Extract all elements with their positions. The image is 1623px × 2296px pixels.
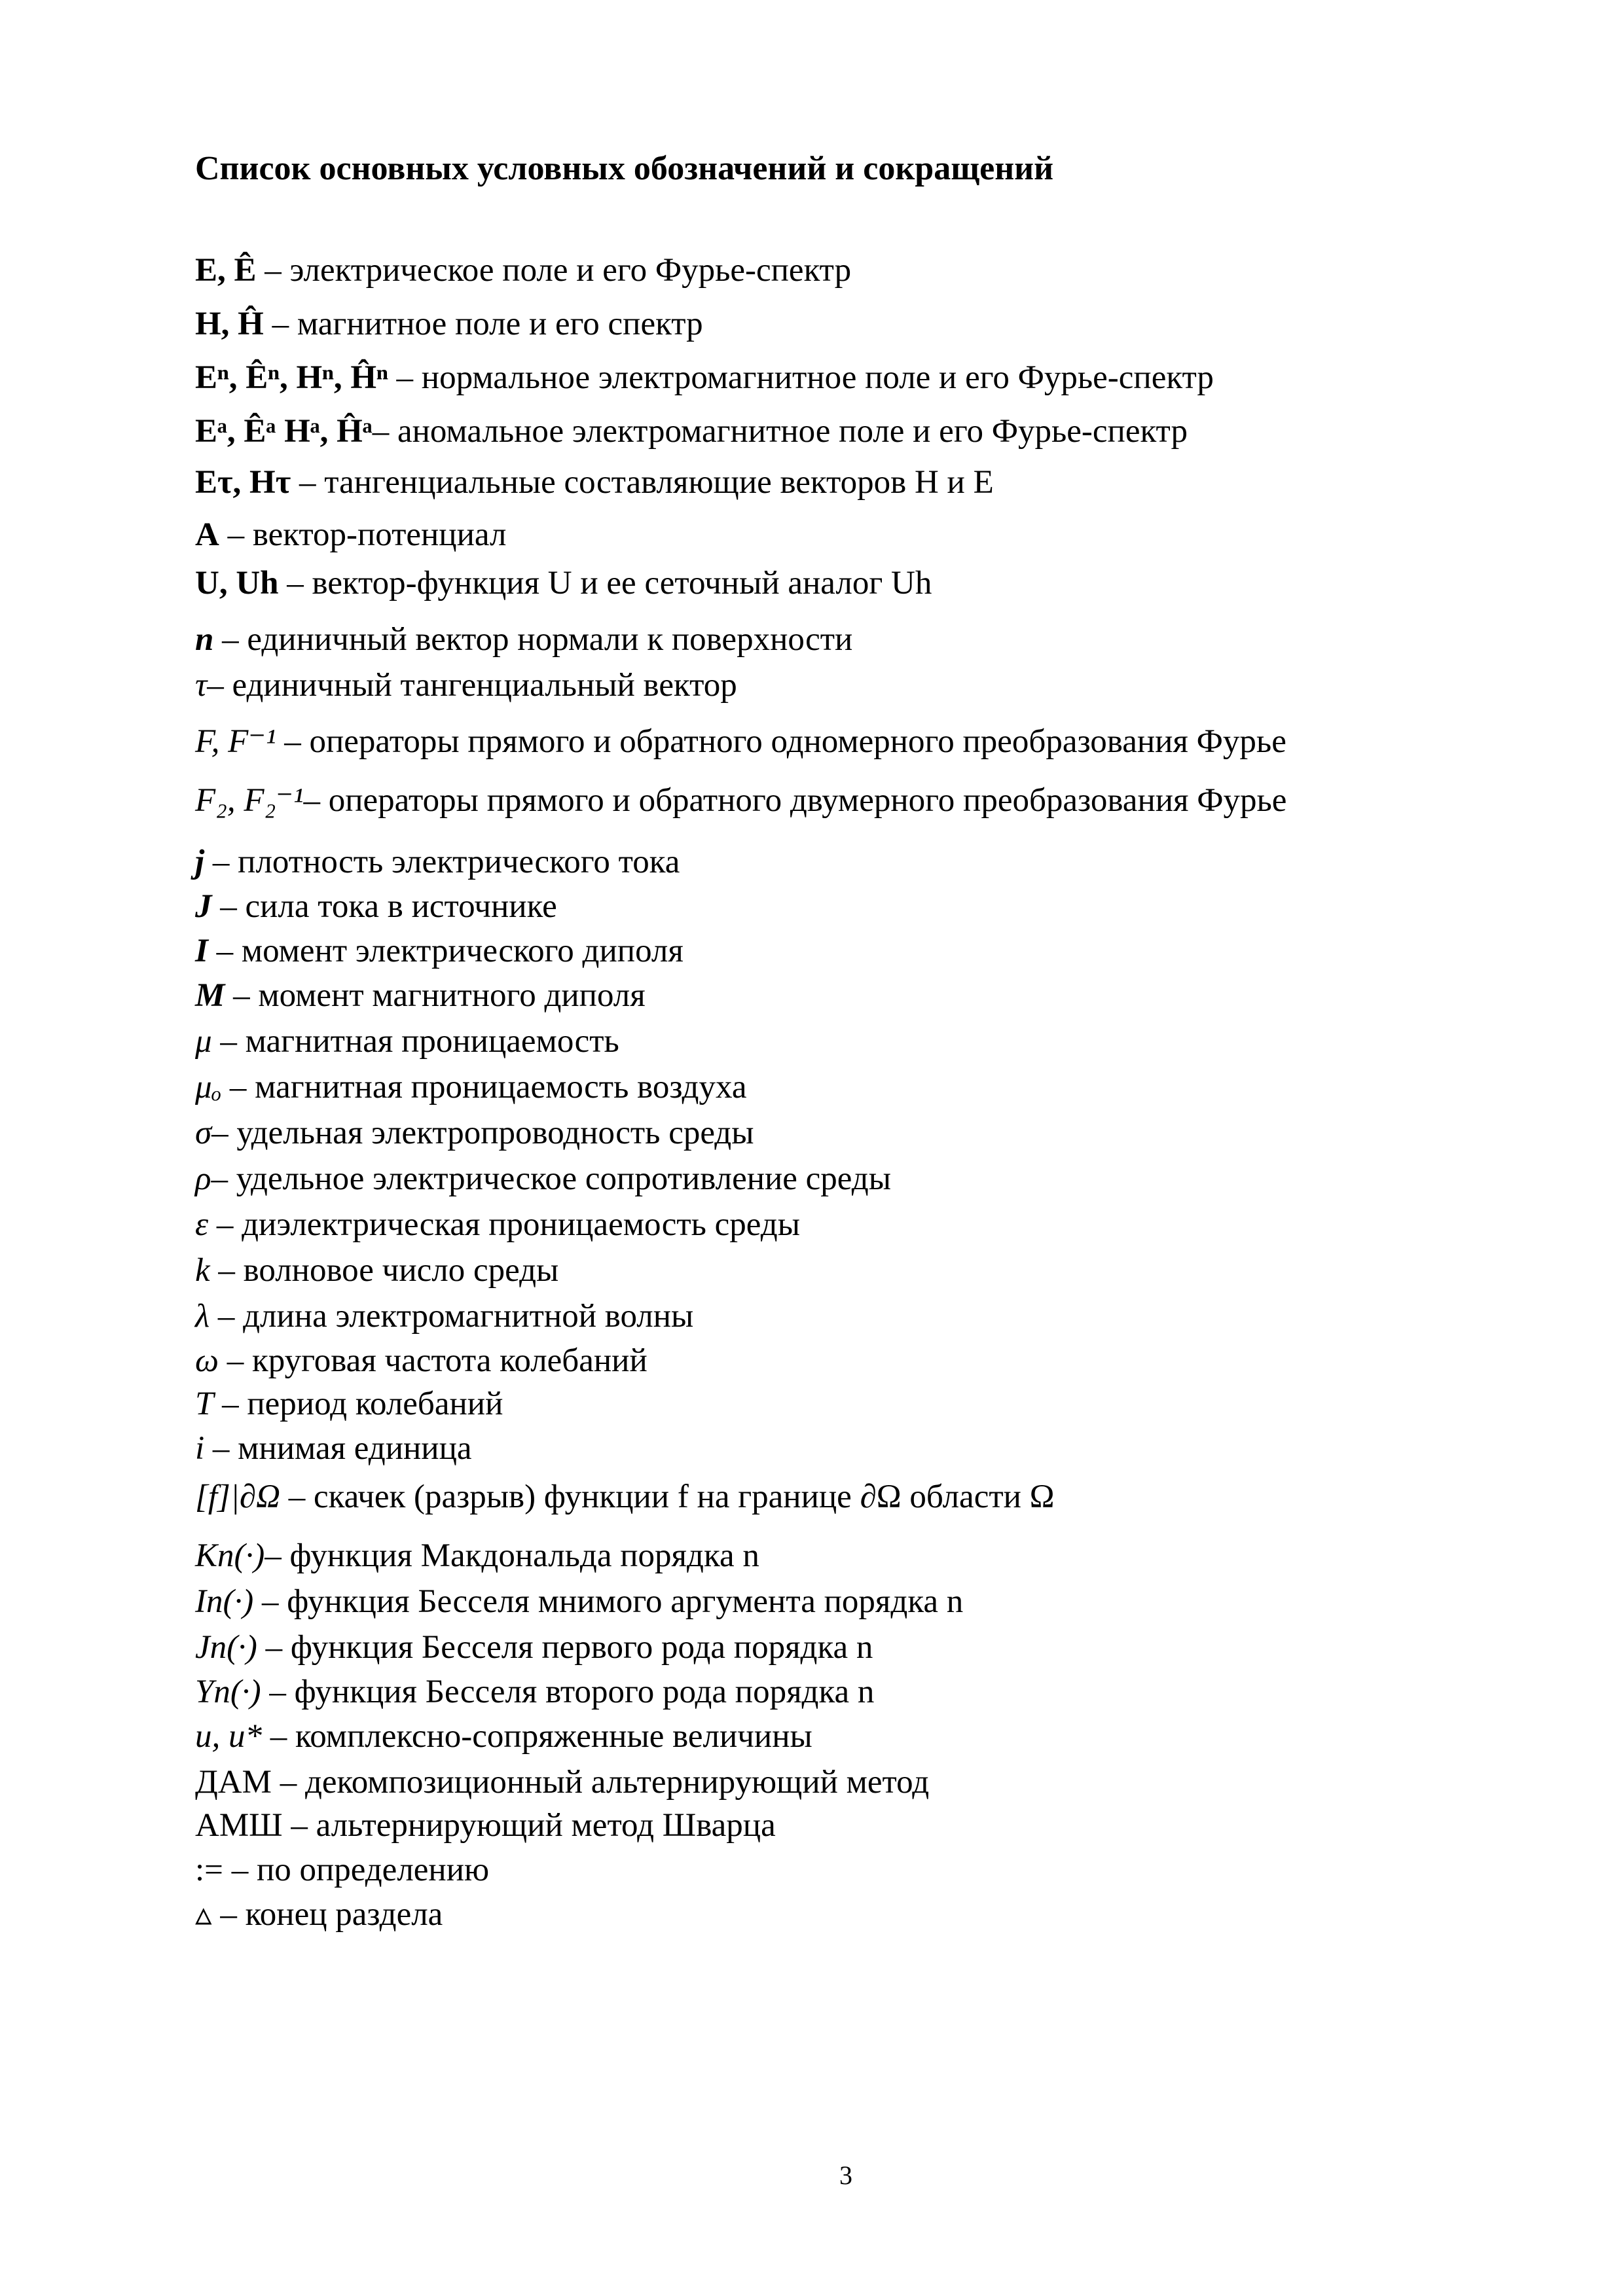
list-item [195,415,1188,448]
entry-symbol: I [195,933,208,969]
entry-symbol: Jn(·) [195,1629,257,1666]
entry-symbol: u, u* [195,1718,262,1755]
list-item [195,308,703,341]
entry-symbol: [f]|∂Ω [195,1479,280,1515]
list-item [195,1809,776,1842]
list-item [195,1480,1055,1514]
entry-symbol: μₒ [195,1069,222,1105]
list-item [195,725,1286,759]
entry-text: – функция Бесселя первого рода порядка n [257,1629,873,1666]
entry-text: – декомпозиционный альтернирующий метод [271,1764,930,1801]
entry-text: – единичный вектор нормали к поверхности [213,621,853,658]
entry-text: – плотность электрического тока [204,844,680,880]
entry-text: – вектор-функция U и ее сеточный аналог Uh [278,565,932,601]
page-title: Список основных условных обозначений и сокращений [195,150,1054,187]
entry-text: – скачек (разрыв) функции f на границе ∂Ω области Ω [280,1479,1055,1515]
list-item [195,890,557,924]
list-item [195,518,506,552]
entry-text: – магнитная проницаемость [211,1023,619,1060]
entry-symbol: := [195,1852,223,1888]
entry-text: – операторы прямого и обратного двумерного преобразования Фурье [303,782,1287,819]
entry-text: – операторы прямого и обратного одномерного преобразования Фурье [276,723,1286,760]
end-of-section-icon: ▵ [195,1896,212,1933]
entry-symbol: λ [195,1298,210,1335]
entry-symbol: M [195,977,225,1014]
entry-text: – комплексно-сопряженные величины [262,1718,812,1755]
entry-symbol: H, Ĥ [195,306,264,342]
list-item [195,1300,693,1333]
entry-symbol: Eⁿ, Êⁿ, Hⁿ, Ĥⁿ [195,359,388,396]
entry-text: – функция Бесселя второго рода порядка n [261,1674,875,1710]
entry-text: – единичный тангенциальный вектор [207,667,737,704]
list-item [195,1676,874,1709]
list-item [195,1117,754,1150]
entry-symbol: In(·) [195,1583,254,1620]
list-item [195,1208,800,1242]
list-item [195,1539,759,1573]
list-item [195,1766,929,1799]
entry-text: – волновое число среды [210,1252,559,1289]
entry-symbol: F, F⁻¹ [195,723,276,760]
entry-text: – круговая частота колебаний [219,1342,647,1379]
entry-symbol: E, Ê [195,252,257,289]
entry-text: – магнитная проницаемость воздуха [221,1069,747,1105]
entry-symbol: Yn(·) [195,1674,261,1710]
entry-text: – нормальное электромагнитное поле и его Фурье-спектр [388,359,1214,396]
entry-symbol: k [195,1252,210,1289]
entry-text: – аномальное электромагнитное поле и его Фурье-спектр [372,413,1188,450]
entry-symbol: Eᵃ, Êᵃ Hᵃ, Ĥᵃ [195,413,373,450]
entry-text: – функция Бесселя мнимого аргумента порядка n [253,1583,964,1620]
entry-symbol: A [195,516,219,553]
entry-text: – длина электромагнитной волны [210,1298,694,1335]
entry-symbol: Kn(·) [195,1537,265,1574]
list-item [195,1254,558,1287]
entry-text: – диэлектрическая проницаемость среды [208,1206,800,1243]
entry-symbol: ε [195,1206,209,1243]
list-item [195,1720,812,1753]
list-item [195,1025,619,1058]
list-item [195,567,932,600]
entry-text: – вектор-потенциал [219,516,507,553]
entry-symbol: T [195,1386,214,1422]
entry-symbol: F₂, F₂⁻¹ [195,782,304,819]
entry-text: – удельная электропроводность среды [211,1115,754,1151]
list-item [195,1432,472,1465]
entry-text: – сила тока в источнике [211,888,557,925]
entry-text: – альтернирующий метод Шварца [282,1807,776,1844]
list-item [195,784,1286,817]
list-item [195,1162,891,1196]
list-item [195,1631,873,1664]
entry-symbol: U, Uh [195,565,279,601]
list-item [195,254,851,287]
entry-symbol: Eτ, Hτ [195,464,291,501]
entry-symbol: σ [195,1115,212,1151]
entry-text: – момент электрического диполя [208,933,684,969]
entry-text: – электрическое поле и его Фурье-спектр [256,252,852,289]
entry-text: – функция Макдональда порядка n [264,1537,759,1574]
entry-symbol: τ [195,667,208,704]
entry-text: – удельное электрическое сопротивление среды [211,1160,891,1197]
list-item [195,979,646,1013]
entry-text: – по определению [223,1852,490,1888]
entry-text: – магнитное поле и его спектр [263,306,703,342]
list-item [195,361,1214,395]
list-item [195,623,852,656]
entry-text: – период колебаний [213,1386,503,1422]
list-item [195,669,737,702]
entry-symbol: J [195,888,212,925]
entry-text: – момент магнитного диполя [225,977,646,1014]
page-number: 3 [839,2161,852,2190]
list-item [195,1898,443,1931]
entry-text: – мнимая единица [204,1430,472,1467]
list-item [195,846,680,879]
list-item [195,1344,647,1378]
entry-symbol: ω [195,1342,219,1379]
list-item [195,466,994,499]
entry-symbol: ДАМ [195,1764,272,1801]
list-item [195,935,684,968]
list-item [195,1585,963,1619]
entry-symbol: АМШ [195,1807,283,1844]
entry-symbol: ρ [195,1160,211,1197]
entry-symbol: n [195,621,214,658]
entry-text: – тангенциальные составляющие векторов H и E [291,464,994,501]
entry-symbol: μ [195,1023,212,1060]
entry-symbol: i [195,1430,205,1467]
entry-text: – конец раздела [211,1896,443,1933]
list-item [195,1388,503,1421]
list-item [195,1854,489,1887]
entry-symbol: j [195,844,205,880]
list-item [195,1071,746,1104]
